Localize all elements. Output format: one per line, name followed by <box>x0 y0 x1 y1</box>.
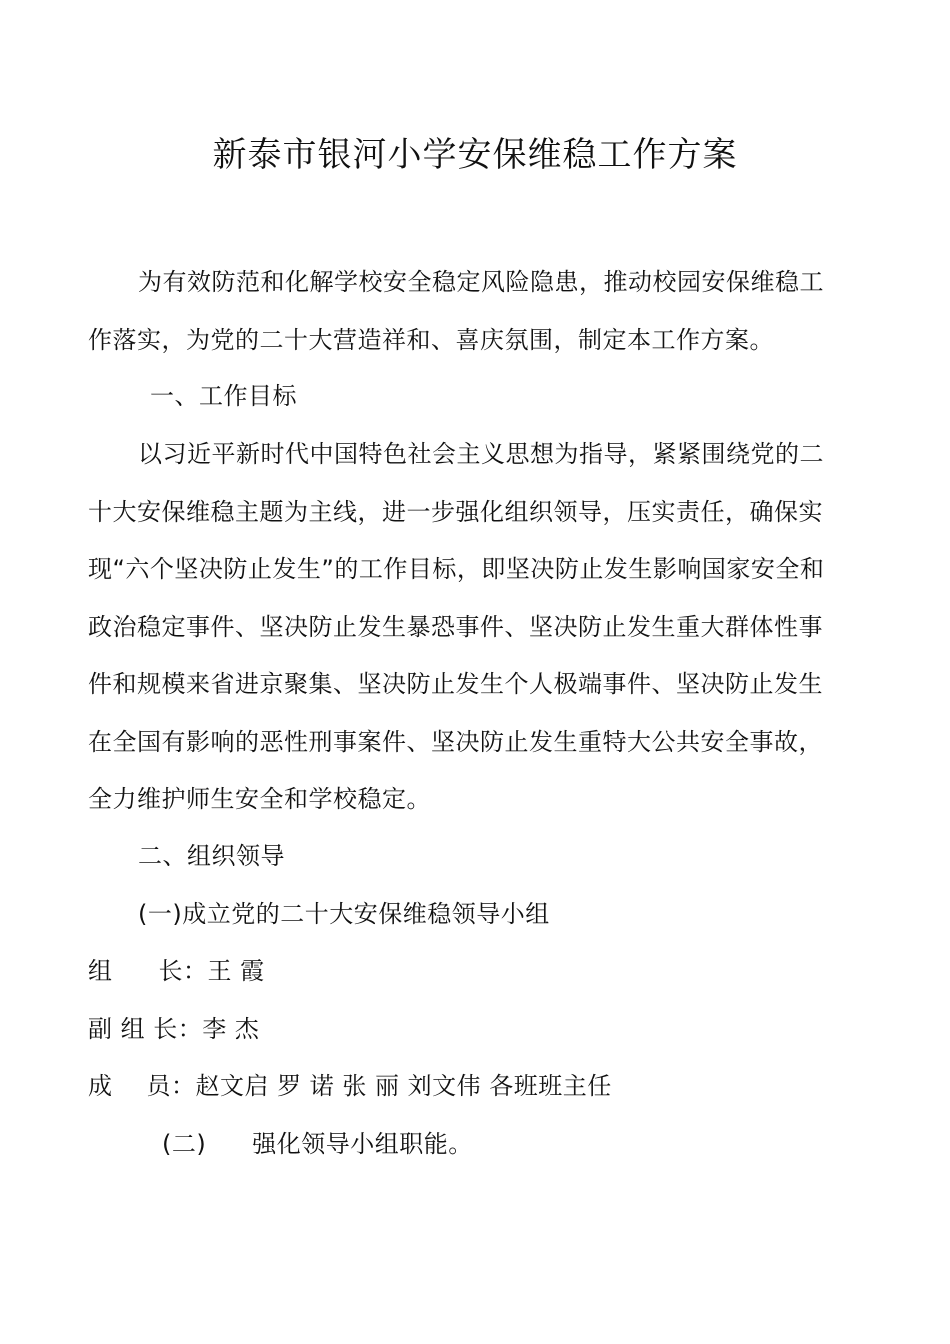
leader-label-a: 组 <box>88 957 113 985</box>
section2-sub1: (一)成立党的二十大安保维稳领导小组 <box>138 900 550 928</box>
section2-sub2 <box>162 1126 942 1162</box>
section1-line-1: 以习近平新时代中国特色社会主义思想为指导，紧紧围绕党的二 <box>138 440 824 468</box>
members-line <box>88 1068 868 1104</box>
section1-line-5: 件和规模来省进京聚集、坚决防止发生个人极端事件、坚决防止发生 <box>88 670 823 698</box>
leader-label-b: 长：王 霞 <box>158 957 265 985</box>
document-title: 新泰市银河小学安保维稳工作方案 <box>212 135 738 175</box>
section2-heading: 二、组织领导 <box>138 842 285 870</box>
sub2-label: (二) <box>162 1130 207 1158</box>
section1-line-6: 在全国有影响的恶性刑事案件、坚决防止发生重特大公共安全事故， <box>88 728 823 756</box>
sub2-text: 强化领导小组职能。 <box>252 1130 473 1158</box>
section1-line-3: 现“六个坚决防止发生”的工作目标，即坚决防止发生影响国家安全和 <box>88 555 825 583</box>
section1-line-2: 十大安保维稳主题为主线，进一步强化组织领导，压实责任，确保实 <box>88 498 823 526</box>
member-label-a: 成 <box>88 1072 113 1100</box>
deputy-line: 副 组 长：李 杰 <box>88 1015 260 1043</box>
member-label-b: 员：赵文启 罗 诺 张 丽 刘文伟 各班班主任 <box>146 1072 612 1100</box>
section1-line-4: 政治稳定事件、坚决防止发生暴恐事件、坚决防止发生重大群体性事 <box>88 613 823 641</box>
leader-line <box>88 953 868 989</box>
intro-line-2: 作落实，为党的二十大营造祥和、喜庆氛围，制定本工作方案。 <box>88 326 774 354</box>
intro-line-1: 为有效防范和化解学校安全稳定风险隐患，推动校园安保维稳工 <box>138 268 824 296</box>
section1-line-7: 全力维护师生安全和学校稳定。 <box>88 785 431 813</box>
section1-heading: 一、工作目标 <box>150 382 297 410</box>
